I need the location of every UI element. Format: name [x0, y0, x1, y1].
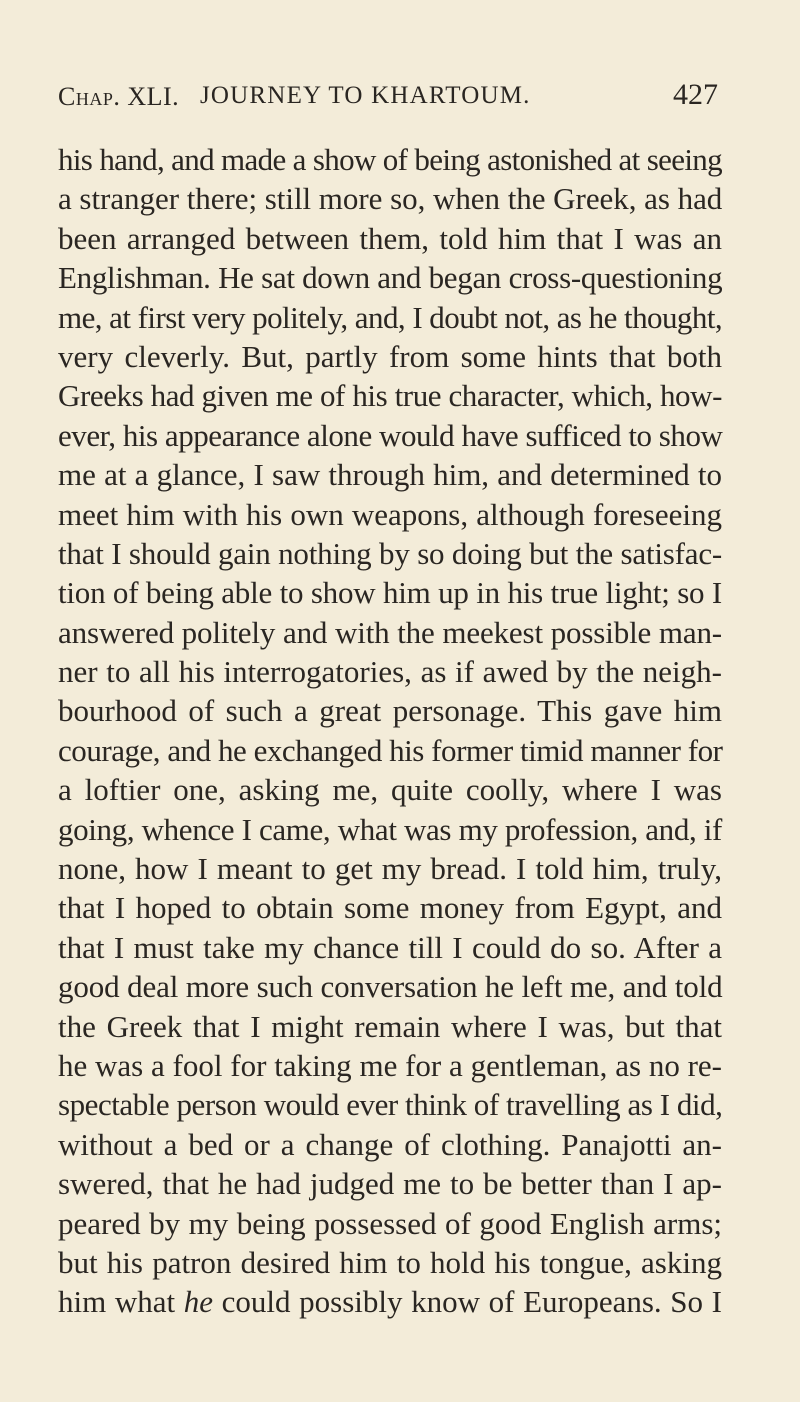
- text-line: but his patron desired him to hold his tongue, asking: [58, 1244, 722, 1280]
- text-line: a loftier one, asking me, quite coolly, where I was: [58, 772, 722, 808]
- body-text: [58, 140, 722, 1322]
- text-line: ner to all his interrogatories, as if awed by the neigh-: [58, 654, 722, 690]
- text-line: bourhood of such a great personage. This gave him: [58, 693, 722, 729]
- text-line: good deal more such conversation he left me, and told: [58, 969, 723, 1005]
- text-line: his hand, and made a show of being astonished at seeing: [58, 142, 722, 177]
- text-line: tion of being able to show him up in his true light; so I: [58, 575, 722, 611]
- text-line: very cleverly. But, partly from some hints that both: [58, 338, 722, 374]
- text-line: none, how I meant to get my bread. I told him, truly,: [58, 851, 722, 887]
- text-line: that I hoped to obtain some money from Egypt, and: [58, 890, 722, 926]
- page-number: 427: [673, 78, 718, 111]
- text-line: me at a glance, I saw through him, and determined to: [58, 457, 722, 493]
- chapter-label: Chap. XLI.: [58, 82, 180, 111]
- text-line: he was a fool for taking me for a gentleman, as no re-: [58, 1047, 722, 1083]
- text-line: peared by my being possessed of good English arms;: [58, 1205, 722, 1241]
- text-line: me, at first very politely, and, I doubt not, as he thought,: [58, 299, 723, 335]
- text-line: Greeks had given me of his true character, which, how-: [58, 378, 722, 414]
- running-title: JOURNEY TO KHARTOUM.: [200, 82, 531, 109]
- text-line: ever, his appearance alone would have sufficed to show: [58, 417, 723, 453]
- running-head: [58, 78, 718, 118]
- text-line: that I should gain nothing by so doing but the satisfac-: [58, 535, 723, 571]
- text-line: spectable person would ever think of travelling as I did,: [58, 1087, 723, 1123]
- text-line: the Greek that I might remain where I was, but that: [58, 1008, 722, 1044]
- text-line: meet him with his own weapons, although foreseeing: [58, 496, 722, 532]
- text-line: swered, that he had judged me to be better than I ap-: [58, 1166, 722, 1202]
- text-line: courage, and he exchanged his former timid manner for: [58, 732, 723, 768]
- text-line: answered politely and with the meekest possible man-: [58, 614, 722, 650]
- text-line: a stranger there; still more so, when the Greek, as had: [58, 181, 723, 217]
- text-line: without a bed or a change of clothing. Panajotti an-: [58, 1126, 722, 1162]
- text-line: him what he could possibly know of Europeans. So I: [58, 1284, 722, 1320]
- text-line: Englishman. He sat down and began cross-questioning: [58, 260, 723, 296]
- text-line: going, whence I came, what was my profession, and, if: [58, 811, 722, 847]
- text-line: that I must take my chance till I could do so. After a: [58, 929, 722, 965]
- text-line: been arranged between them, told him that I was an: [58, 220, 722, 256]
